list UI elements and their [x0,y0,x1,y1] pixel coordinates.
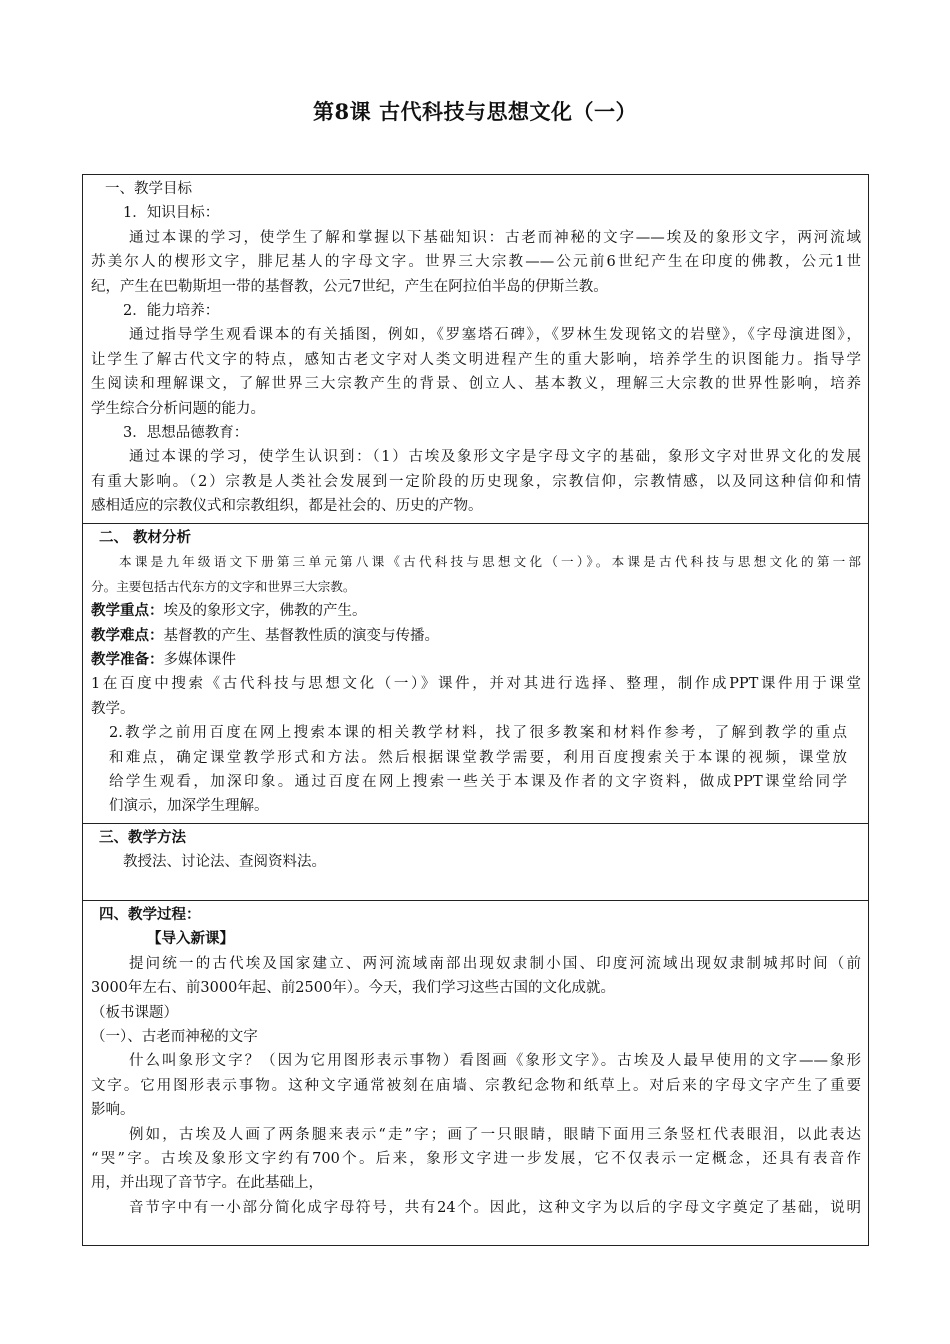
sub-heading: 【导入新课】 [147,930,234,948]
section-material-analysis [83,524,868,824]
page-title: 第8课 古代科技与思想文化（一） [313,99,637,124]
knowledge-label: 1．知识目标： [123,205,220,222]
ability-label: 2．能力培养： [123,303,220,320]
paragraph-line: 音节字中有一小部分简化成字母符号，共有24个。因此，这种文字为以后的字母文字奠定了基础，说明 [129,1199,861,1216]
paragraph-line: 分。主要包括古代东方的文字和世界三大宗教。 [91,578,356,594]
difficulty-label: 教学难点： [91,626,164,644]
difficulty-row [91,624,861,648]
paragraph-line: 让学生了解古代文字的特点，感知古老文字对人类文明进程产生的重大影响，培养学生的识图能力。指导学 [91,351,861,368]
paragraph-line: 本课是九年级语文下册第三单元第八课《古代科技与思想文化（一）》。本课是古代科技与思想文化的第一部 [119,554,861,570]
section-heading: 三、教学方法 [99,829,186,846]
focus-label: 教学重点： [91,602,164,620]
paragraph-line: 们演示，加深学生理解。 [109,798,269,815]
paragraph-line: 3000年左右、前3000年起、前2500年）。今天，我们学习这些古国的文化成就。 [91,980,615,997]
paragraph-line: 学生综合分析问题的能力。 [91,400,265,417]
part-heading: （一）、古老而神秘的文字 [91,1029,258,1046]
paragraph-line: 例如，古埃及人画了两条腿来表示“走”字；画了一只眼睛，眼睛下面用三条竖杠代表眼泪，以此表达 [129,1126,861,1143]
difficulty-text: 基督教的产生、基督教性质的演变与传播。 [163,627,439,644]
section-heading: 一、教学目标 [105,181,192,197]
paragraph-line: 用，并出现了音节字。在此基础上， [91,1175,323,1192]
paragraph-line: 影响。 [91,1102,135,1119]
section-teaching-methods [83,824,868,901]
paragraph-line: 和难点，确定课堂教学形式和方法。然后根据课堂教学需要，利用百度搜索关于本课的视频，课堂放 [109,749,847,766]
paragraph-line: 什么叫象形文字？（因为它用图形表示事物）看图画《象形文字》。古埃及人最早使用的文字——象形 [129,1053,861,1070]
lesson-plan-table [82,174,869,1246]
paragraph-line: “哭”字。古埃及象形文字约有700个。后来，象形文字进一步发展，它不仅表示一定概念，还具有表音作 [91,1151,861,1168]
board-note: （板书课题） [91,1004,178,1021]
paragraph-line: 2.教学之前用百度在网上搜索本课的相关教学材料，找了很多教案和材料作参考，了解到教学的重点 [109,725,847,742]
section-teaching-objectives [83,175,868,524]
prep-text: 多媒体课件 [163,652,236,669]
prep-row [91,648,861,672]
paragraph-line: 文字。它用图形表示事物。这种文字通常被刻在庙墙、宗教纪念物和纸草上。对后来的字母文字产生了重要 [91,1077,861,1094]
paragraph-line: 教学。 [91,700,135,717]
paragraph-line: 通过本课的学习，使学生认识到：（1）古埃及象形文字是字母文字的基础，象形文字对世界文化的发展 [129,449,861,466]
paragraph-line: 1在百度中搜索《古代科技与思想文化（一）》课件，并对其进行选择、整理，制作成PPT课件用于课堂 [91,676,861,693]
paragraph-line: 提问统一的古代埃及国家建立、两河流域南部出现奴隶制小国、印度河流域出现奴隶制城邦时间（前 [129,955,861,972]
section-teaching-process [83,901,868,1245]
paragraph-line: 给学生观看，加深印象。通过百度在网上搜索一些关于本课及作者的文字资料，做成PPT课堂给同学 [109,774,847,791]
paragraph-line: 通过本课的学习，使学生了解和掌握以下基础知识：古老而神秘的文字——埃及的象形文字，两河流域 [129,229,861,246]
paragraph-line: 感相适应的宗教仪式和宗教组织，都是社会的、历史的产物。 [91,498,483,515]
focus-text: 埃及的象形文字，佛教的产生。 [163,603,367,620]
moral-label: 3．思想品德教育： [123,425,249,442]
paragraph-line: 苏美尔人的楔形文字，腓尼基人的字母文字。世界三大宗教——公元前6世纪产生在印度的佛教，公元1世 [91,254,861,271]
paragraph-line: 有重大影响。（2）宗教是人类社会发展到一定阶段的历史现象，宗教信仰，宗教情感，以及同这种信仰和情 [91,473,861,490]
paragraph-line: 纪，产生在巴勒斯坦一带的基督教，公元7世纪，产生在阿拉伯半岛的伊斯兰教。 [91,278,608,295]
section-heading: 四、教学过程： [99,906,201,923]
methods-text: 教授法、讨论法、查阅资料法。 [123,854,326,871]
paragraph-line: 通过指导学生观看课本的有关插图，例如，《罗塞塔石碑》，《罗林生发现铭文的岩壁》，《字母演进图》， [129,327,861,344]
focus-row [91,599,861,623]
prep-label: 教学准备： [91,651,164,669]
section-heading: 二、 教材分析 [99,529,192,546]
paragraph-line: 生阅读和理解课文，了解世界三大宗教产生的背景、创立人、基本教义，理解三大宗教的世界性影响，培养 [91,376,861,393]
